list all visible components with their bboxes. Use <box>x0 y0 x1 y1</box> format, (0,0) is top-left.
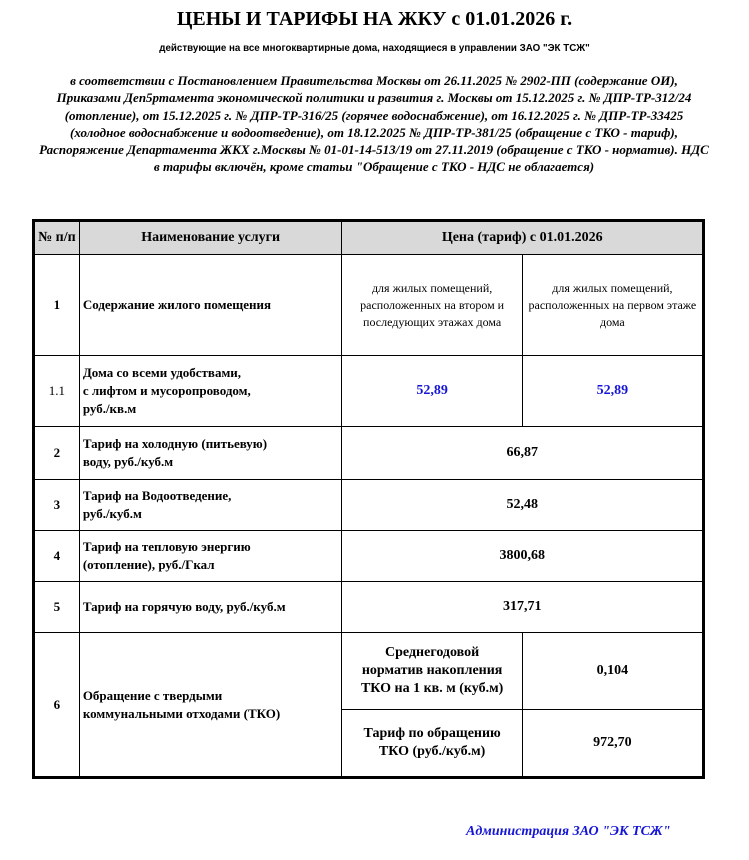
row-name: Тариф на горячую воду, руб./куб.м <box>79 582 342 633</box>
label-line: ТКО (руб./куб.м) <box>378 744 486 759</box>
row-name <box>79 356 342 427</box>
legal-basis-text: в соответствии с Постановлением Правительства Москвы от 26.11.2025 № 2902-ПП (содержание ОИ), Приказами Деп5ртамента экономической политики и развития г. Москвы от 15.12.2025 г. № ДПР-ТР-312/24 (отопление), от 15.12.2025 г. № ДПР-ТР-316/25 (горячее водоснабжение), от 16.12.2025 г. № ДПР-ТР-33425 (холодное водоснабжение и водоотведение), от 18.12.2025 № ДПР-ТР-381/25 (обращение с ТКО - тариф), Распоряжение Департамента ЖКХ г.Москвы № 01-01-14-513/19 от 27.11.2019 (обращение с ТКО - норматив). НДС в тарифы включён, кроме статьи "Обращение с ТКО - НДС не облагается) <box>39 73 709 175</box>
row-name-line: руб./кв.м <box>82 401 137 416</box>
table-row <box>34 531 704 582</box>
row-name-line: Тариф на тепловую энергию <box>82 539 251 554</box>
row-value: 52,48 <box>342 480 704 531</box>
value-first-floor: 52,89 <box>522 356 703 427</box>
row-name-line: Дома со всеми удобствами, <box>82 365 242 380</box>
footer-signature: Администрация ЗАО "ЭК ТСЖ" <box>466 824 671 839</box>
row-name-line: воду, руб./куб.м <box>82 454 174 469</box>
page-subtitle: действующие на все многоквартирные дома, находящиеся в управлении ЗАО "ЭК ТСЖ" <box>159 42 590 54</box>
table-row <box>34 582 704 633</box>
row-name-line: (отопление), руб./Гкал <box>82 557 215 572</box>
row-name <box>79 531 342 582</box>
tko-norm-label <box>342 633 522 710</box>
row-name: Содержание жилого помещения <box>79 255 342 356</box>
table-row <box>34 356 704 427</box>
label-line: Тариф по обращению <box>363 726 501 741</box>
row-num: 1 <box>34 255 80 356</box>
row-name-line: Тариф на Водоотведение, <box>82 488 232 503</box>
header-service-name: Наименование услуги <box>79 221 342 255</box>
row-name-line: коммунальными отходами (ТКО) <box>82 705 281 721</box>
note-first-floor: для жилых помещений, расположенных на первом этаже дома <box>522 255 703 356</box>
table-header-row <box>34 221 704 255</box>
row-name-line: Тариф на холодную (питьевую) <box>82 436 268 451</box>
row-name <box>79 633 342 778</box>
row-name-line: с лифтом и мусоропроводом, <box>82 383 251 398</box>
label-line: норматив накопления <box>361 663 503 678</box>
row-name-line: Обращение с твердыми <box>82 687 223 703</box>
tko-norm-value: 0,104 <box>522 633 703 710</box>
row-num: 2 <box>34 427 80 480</box>
row-name <box>79 427 342 480</box>
label-line: ТКО на 1 кв. м (куб.м) <box>360 681 504 696</box>
tko-tariff-value: 972,70 <box>522 710 703 778</box>
row-num: 4 <box>34 531 80 582</box>
row-num: 3 <box>34 480 80 531</box>
page-title: ЦЕНЫ И ТАРИФЫ НА ЖКУ с 01.01.2026 г. <box>176 8 573 30</box>
table-row <box>34 480 704 531</box>
header-num: № п/п <box>34 221 80 255</box>
row-value: 317,71 <box>342 582 704 633</box>
row-num: 5 <box>34 582 80 633</box>
row-name-line: руб./куб.м <box>82 506 142 521</box>
header-price: Цена (тариф) с 01.01.2026 <box>342 221 704 255</box>
table-row <box>34 633 704 710</box>
row-num: 1.1 <box>34 356 80 427</box>
tariffs-table <box>32 219 705 779</box>
table-row <box>34 427 704 480</box>
row-value: 66,87 <box>342 427 704 480</box>
row-name <box>79 480 342 531</box>
row-value: 3800,68 <box>342 531 704 582</box>
table-row <box>34 255 704 356</box>
value-upper-floors: 52,89 <box>342 356 522 427</box>
tko-tariff-label <box>342 710 522 778</box>
label-line: Среднегодовой <box>385 645 480 660</box>
note-upper-floors: для жилых помещений, расположенных на втором и последующих этажах дома <box>342 255 522 356</box>
row-num: 6 <box>34 633 80 778</box>
